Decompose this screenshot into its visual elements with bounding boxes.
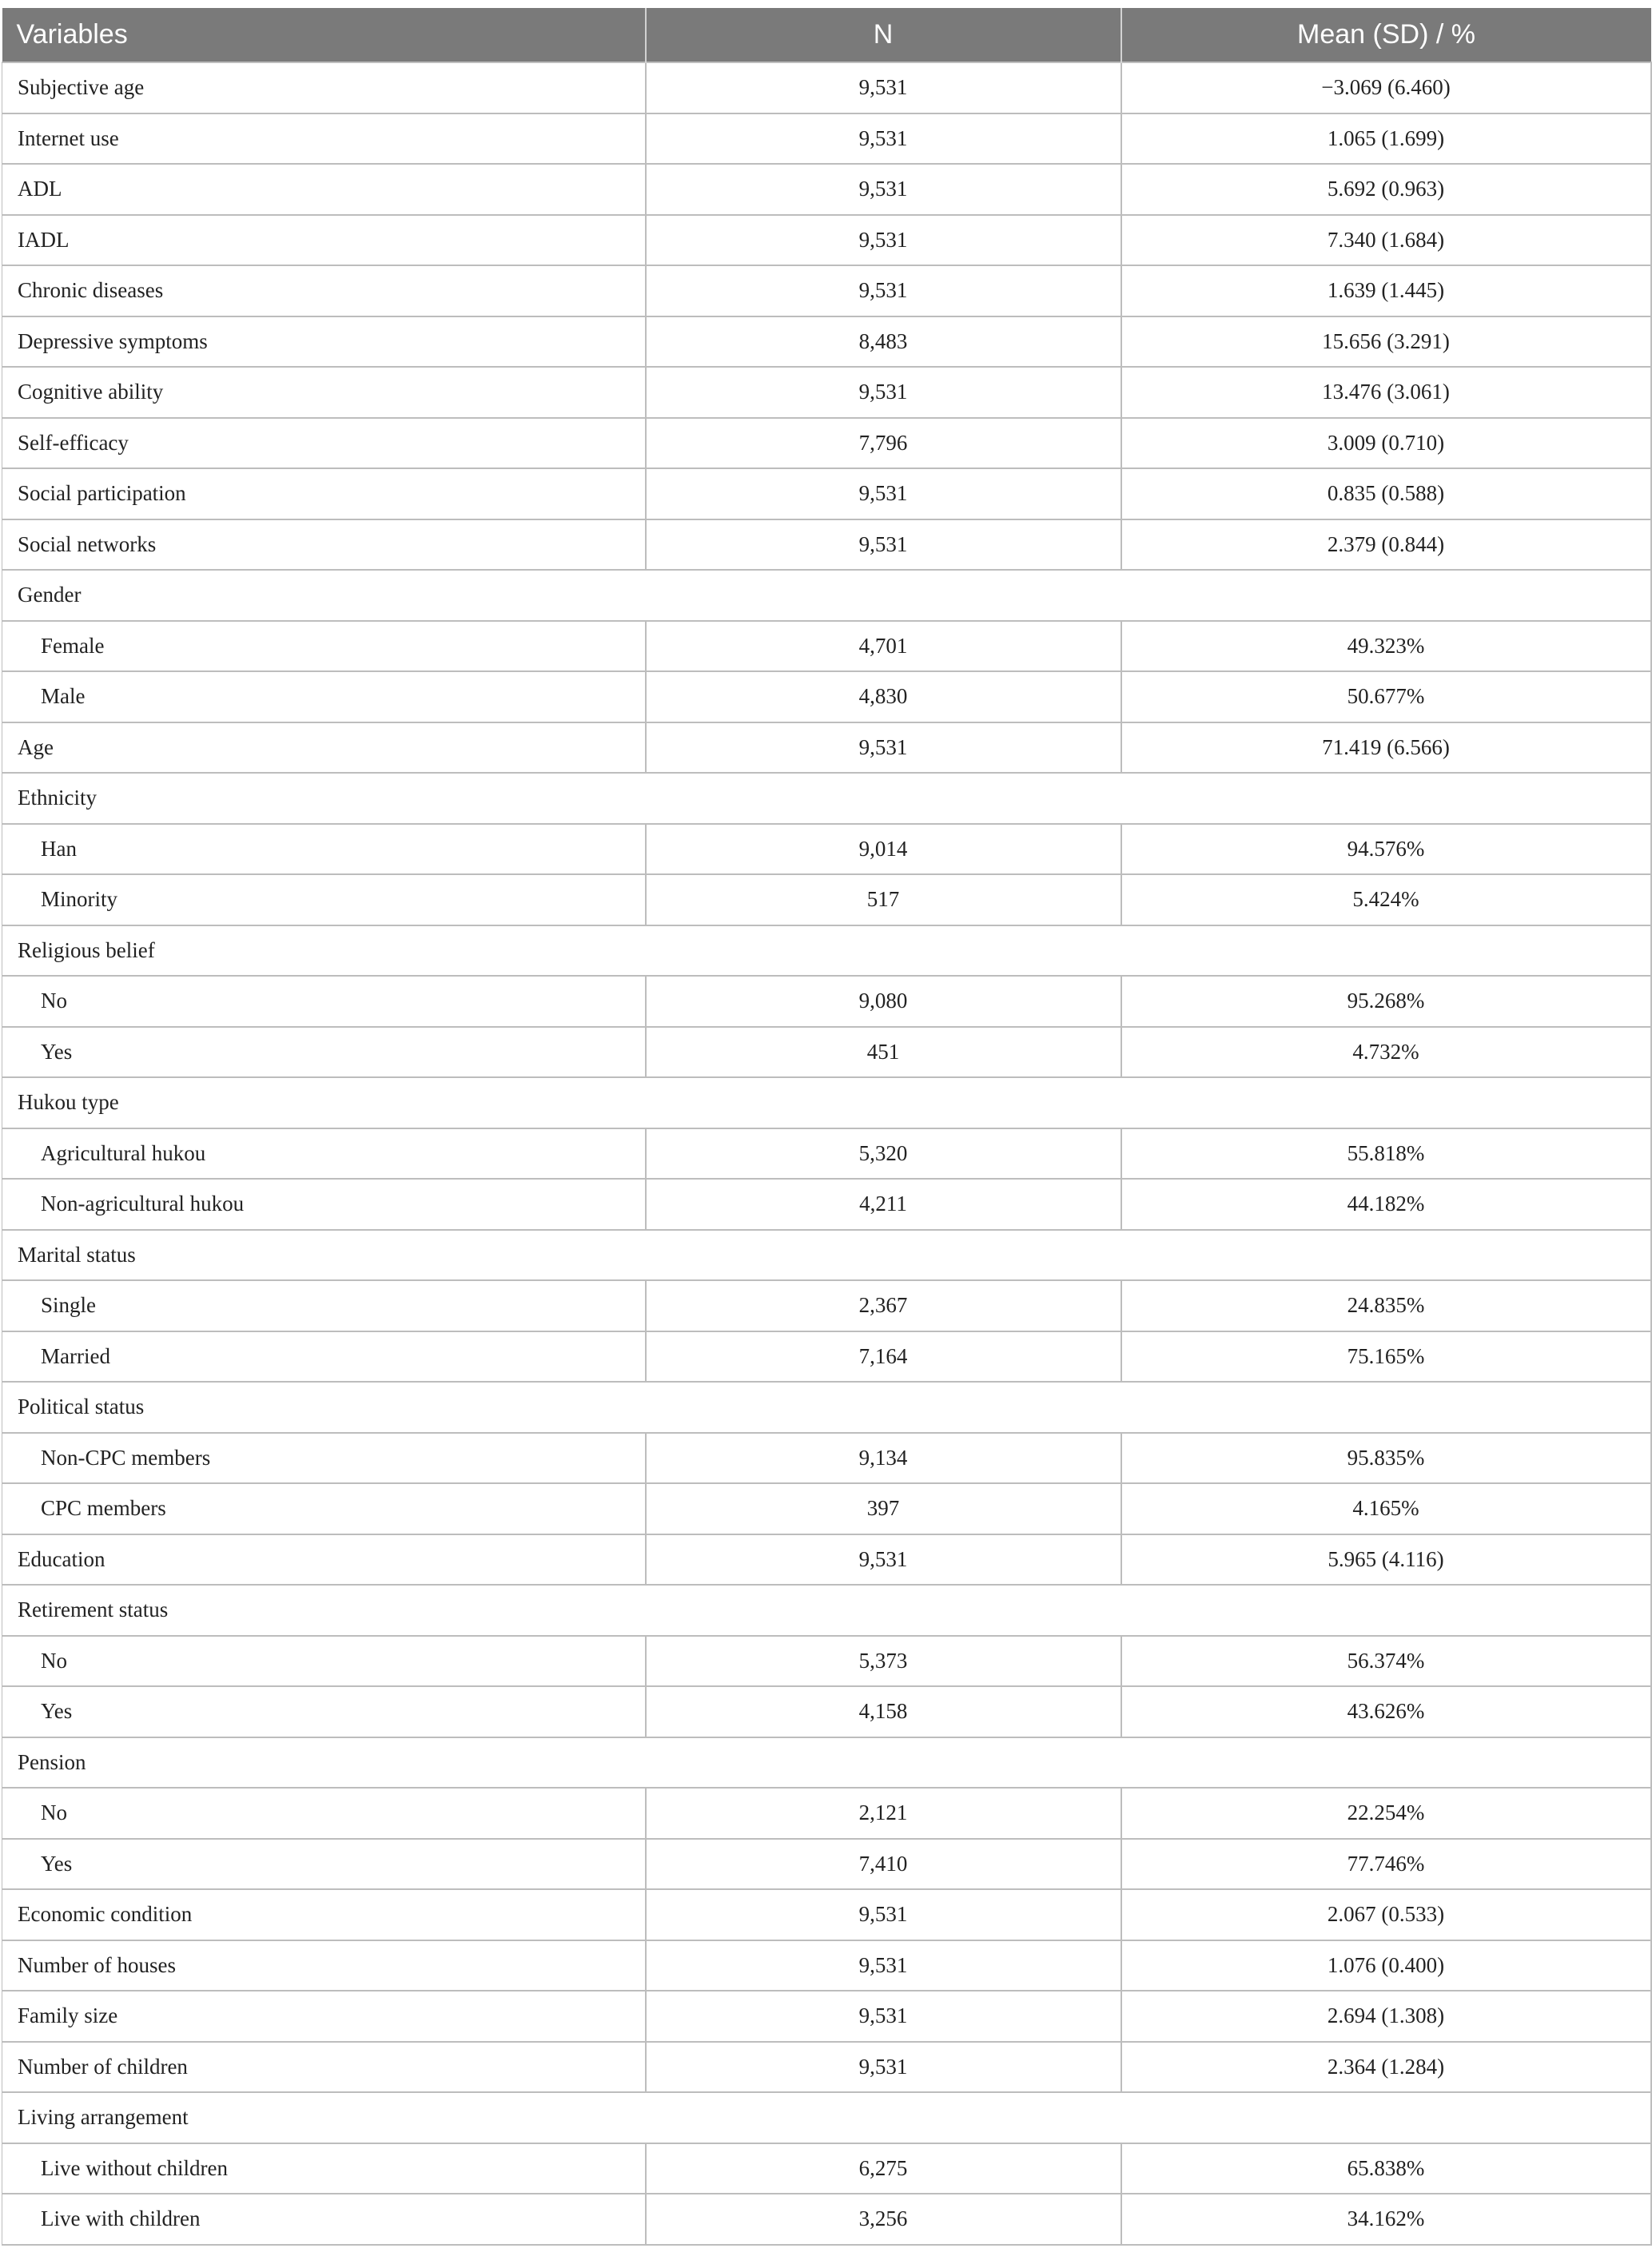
table-row	[2, 722, 1651, 774]
n-value: 451	[646, 1027, 1121, 1078]
header-n: N	[646, 8, 1121, 62]
table-row	[2, 976, 1651, 1027]
n-value: 6,275	[646, 2143, 1121, 2194]
n-value: 9,531	[646, 468, 1121, 519]
mean-value: 3.009 (0.710)	[1121, 418, 1651, 469]
n-value: 5,320	[646, 1128, 1121, 1180]
group-header-row	[2, 1737, 1651, 1789]
n-value: 9,531	[646, 215, 1121, 266]
mean-value: 2.379 (0.844)	[1121, 519, 1651, 571]
group-label: Political status	[2, 1382, 1651, 1433]
header-variables: Variables	[2, 8, 646, 62]
group-header-row	[2, 773, 1651, 824]
mean-value: 22.254%	[1121, 1788, 1651, 1839]
variable-label: Non-agricultural hukou	[2, 1179, 646, 1230]
variable-label: Yes	[2, 1686, 646, 1737]
table-row	[2, 418, 1651, 469]
variable-label: Number of children	[2, 2042, 646, 2093]
mean-value: 2.364 (1.284)	[1121, 2042, 1651, 2093]
n-value: 9,531	[646, 1534, 1121, 1586]
mean-value: 13.476 (3.061)	[1121, 367, 1651, 418]
variable-label: Family size	[2, 1991, 646, 2042]
group-label: Gender	[2, 570, 1651, 621]
table-row	[2, 519, 1651, 571]
variable-label: Han	[2, 824, 646, 875]
mean-value: 15.656 (3.291)	[1121, 316, 1651, 368]
mean-value: 56.374%	[1121, 1636, 1651, 1687]
table-row	[2, 1280, 1651, 1331]
n-value: 9,531	[646, 2042, 1121, 2093]
n-value: 397	[646, 1483, 1121, 1534]
table-row	[2, 1839, 1651, 1890]
variable-label: Internet use	[2, 113, 646, 165]
variable-label: Non-CPC members	[2, 1433, 646, 1484]
variable-label: Single	[2, 1280, 646, 1331]
table-row	[2, 1027, 1651, 1078]
n-value: 4,211	[646, 1179, 1121, 1230]
n-value: 4,158	[646, 1686, 1121, 1737]
mean-value: 4.732%	[1121, 1027, 1651, 1078]
group-label: Ethnicity	[2, 773, 1651, 824]
group-label: Marital status	[2, 1230, 1651, 1281]
table-row	[2, 113, 1651, 165]
variable-label: Number of houses	[2, 1940, 646, 1991]
group-header-row	[2, 1077, 1651, 1128]
variable-label: No	[2, 1788, 646, 1839]
n-value: 3,256	[646, 2194, 1121, 2245]
n-value: 9,531	[646, 367, 1121, 418]
variable-label: Economic condition	[2, 1889, 646, 1940]
n-value: 7,164	[646, 1331, 1121, 1383]
mean-value: 34.162%	[1121, 2194, 1651, 2245]
mean-value: 55.818%	[1121, 1128, 1651, 1180]
mean-value: 5.424%	[1121, 874, 1651, 925]
variable-label: Subjective age	[2, 62, 646, 113]
mean-value: 49.323%	[1121, 621, 1651, 672]
table-row	[2, 1483, 1651, 1534]
table-row	[2, 2143, 1651, 2194]
mean-value: 4.165%	[1121, 1483, 1651, 1534]
table-row	[2, 621, 1651, 672]
table-row	[2, 1331, 1651, 1383]
mean-value: 95.835%	[1121, 1433, 1651, 1484]
mean-value: 65.838%	[1121, 2143, 1651, 2194]
mean-value: 1.065 (1.699)	[1121, 113, 1651, 165]
table-row	[2, 367, 1651, 418]
table-row	[2, 164, 1651, 215]
variable-label: IADL	[2, 215, 646, 266]
n-value: 4,701	[646, 621, 1121, 672]
n-value: 2,121	[646, 1788, 1121, 1839]
mean-value: 1.639 (1.445)	[1121, 265, 1651, 316]
variable-label: Yes	[2, 1027, 646, 1078]
mean-value: 7.340 (1.684)	[1121, 215, 1651, 266]
n-value: 9,531	[646, 519, 1121, 571]
mean-value: 1.076 (0.400)	[1121, 1940, 1651, 1991]
group-label: Religious belief	[2, 925, 1651, 977]
variable-label: CPC members	[2, 1483, 646, 1534]
n-value: 9,134	[646, 1433, 1121, 1484]
table-row	[2, 2042, 1651, 2093]
n-value: 9,014	[646, 824, 1121, 875]
n-value: 8,483	[646, 316, 1121, 368]
n-value: 9,531	[646, 1940, 1121, 1991]
table-row	[2, 1991, 1651, 2042]
group-label: Living arrangement	[2, 2092, 1651, 2143]
n-value: 9,531	[646, 1889, 1121, 1940]
group-header-row	[2, 925, 1651, 977]
mean-value: 24.835%	[1121, 1280, 1651, 1331]
group-header-row	[2, 2092, 1651, 2143]
n-value: 9,080	[646, 976, 1121, 1027]
table-row	[2, 1788, 1651, 1839]
header-mean-sd: Mean (SD) / %	[1121, 8, 1651, 62]
group-label: Pension	[2, 1737, 1651, 1789]
n-value: 9,531	[646, 1991, 1121, 2042]
descriptive-statistics-table	[2, 8, 1652, 2246]
n-value: 7,410	[646, 1839, 1121, 1890]
n-value: 2,367	[646, 1280, 1121, 1331]
variable-label: Agricultural hukou	[2, 1128, 646, 1180]
table-row	[2, 874, 1651, 925]
table-row	[2, 1636, 1651, 1687]
n-value: 9,531	[646, 62, 1121, 113]
variable-label: Cognitive ability	[2, 367, 646, 418]
mean-value: 0.835 (0.588)	[1121, 468, 1651, 519]
variable-label: Social participation	[2, 468, 646, 519]
mean-value: 2.067 (0.533)	[1121, 1889, 1651, 1940]
n-value: 9,531	[646, 164, 1121, 215]
group-label: Hukou type	[2, 1077, 1651, 1128]
mean-value: 75.165%	[1121, 1331, 1651, 1383]
n-value: 7,796	[646, 418, 1121, 469]
table-row	[2, 1889, 1651, 1940]
table-row	[2, 1179, 1651, 1230]
variable-label: Social networks	[2, 519, 646, 571]
variable-label: Education	[2, 1534, 646, 1586]
mean-value: 44.182%	[1121, 1179, 1651, 1230]
variable-label: Minority	[2, 874, 646, 925]
variable-label: Live with children	[2, 2194, 646, 2245]
table-header	[2, 8, 1651, 62]
variable-label: Self-efficacy	[2, 418, 646, 469]
group-header-row	[2, 570, 1651, 621]
group-header-row	[2, 1382, 1651, 1433]
group-header-row	[2, 1230, 1651, 1281]
mean-value: 2.694 (1.308)	[1121, 1991, 1651, 2042]
table-row	[2, 1686, 1651, 1737]
table-body	[2, 62, 1651, 2245]
variable-label: No	[2, 976, 646, 1027]
table-row	[2, 62, 1651, 113]
group-header-row	[2, 1585, 1651, 1636]
table-row	[2, 468, 1651, 519]
variable-label: Yes	[2, 1839, 646, 1890]
table-row	[2, 316, 1651, 368]
variable-label: ADL	[2, 164, 646, 215]
mean-value: 77.746%	[1121, 1839, 1651, 1890]
group-label: Retirement status	[2, 1585, 1651, 1636]
mean-value: 5.965 (4.116)	[1121, 1534, 1651, 1586]
header-row	[2, 8, 1651, 62]
table-row	[2, 2194, 1651, 2245]
table-row	[2, 265, 1651, 316]
variable-label: Female	[2, 621, 646, 672]
n-value: 5,373	[646, 1636, 1121, 1687]
variable-label: Depressive symptoms	[2, 316, 646, 368]
mean-value: 94.576%	[1121, 824, 1651, 875]
table-row	[2, 824, 1651, 875]
mean-value: 43.626%	[1121, 1686, 1651, 1737]
variable-label: Married	[2, 1331, 646, 1383]
n-value: 4,830	[646, 671, 1121, 722]
n-value: 9,531	[646, 113, 1121, 165]
n-value: 517	[646, 874, 1121, 925]
table-row	[2, 671, 1651, 722]
n-value: 9,531	[646, 265, 1121, 316]
variable-label: Age	[2, 722, 646, 774]
variable-label: Chronic diseases	[2, 265, 646, 316]
table-row	[2, 1433, 1651, 1484]
n-value: 9,531	[646, 722, 1121, 774]
mean-value: 95.268%	[1121, 976, 1651, 1027]
table-row	[2, 1940, 1651, 1991]
table-row	[2, 1128, 1651, 1180]
table-row	[2, 1534, 1651, 1586]
table-row	[2, 215, 1651, 266]
variable-label: Male	[2, 671, 646, 722]
mean-value: −3.069 (6.460)	[1121, 62, 1651, 113]
mean-value: 71.419 (6.566)	[1121, 722, 1651, 774]
variable-label: No	[2, 1636, 646, 1687]
variable-label: Live without children	[2, 2143, 646, 2194]
mean-value: 5.692 (0.963)	[1121, 164, 1651, 215]
mean-value: 50.677%	[1121, 671, 1651, 722]
